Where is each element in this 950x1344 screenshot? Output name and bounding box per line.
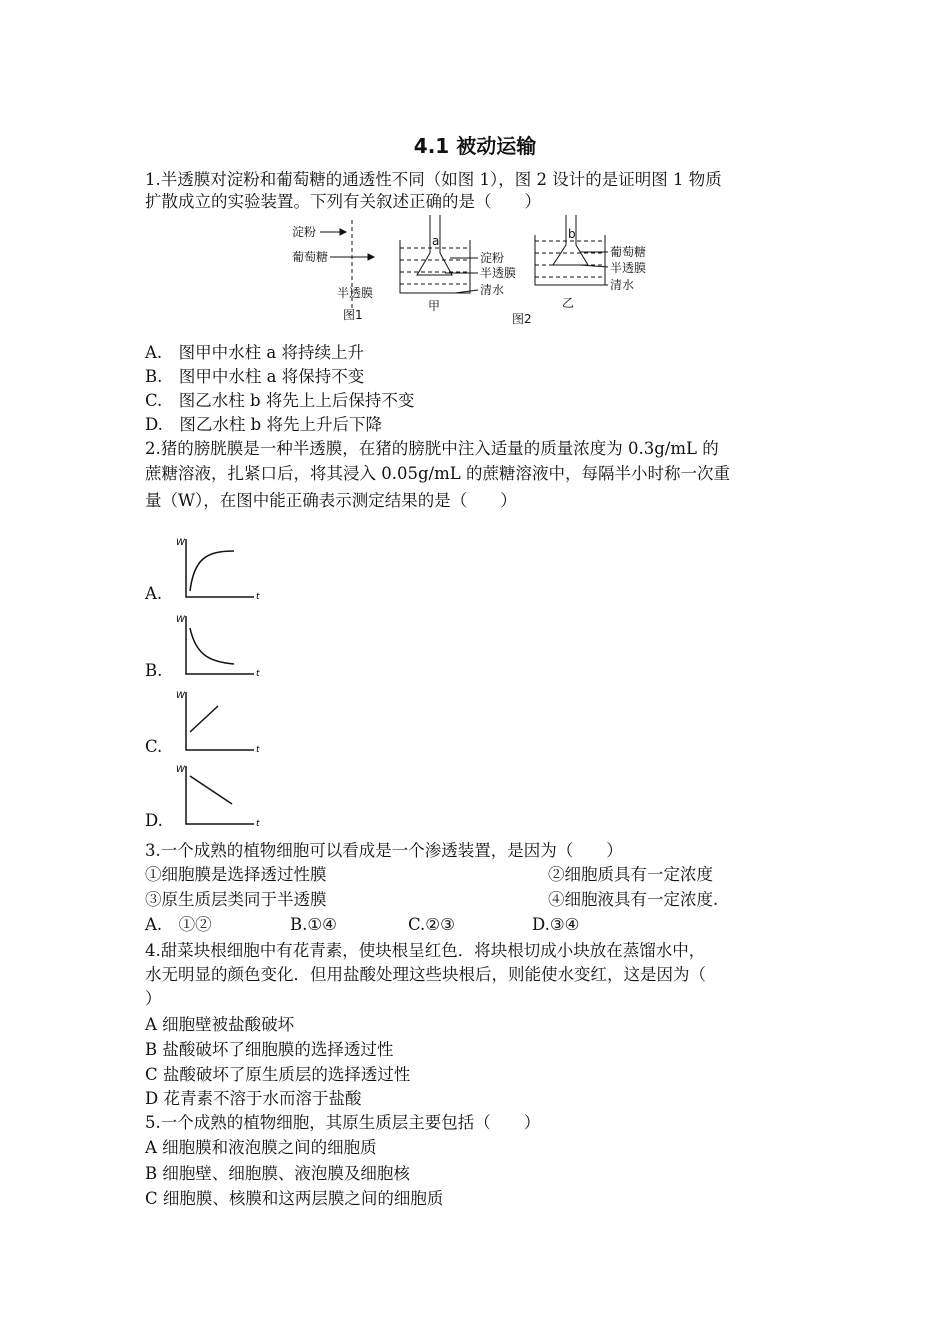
graph-x-label: t bbox=[256, 592, 260, 602]
graph-curve bbox=[190, 628, 234, 664]
yi-caption: 乙 bbox=[562, 296, 575, 310]
q3-item: ④细胞液具有一定浓度. bbox=[548, 890, 719, 909]
q2-graph bbox=[176, 688, 266, 756]
fig1-label: 葡萄糖 bbox=[292, 250, 329, 264]
q2-option-label: C. bbox=[145, 737, 163, 756]
q2-line: 量（W），在图中能正确表示测定结果的是（ ） bbox=[145, 491, 517, 510]
jia-label: 淀粉 bbox=[480, 251, 505, 265]
q3-option-a: A. ①② bbox=[145, 915, 212, 934]
q3-item: ②细胞质具有一定浓度 bbox=[548, 865, 713, 884]
beaker-yi bbox=[535, 215, 608, 285]
graph-y-label: W bbox=[176, 538, 185, 548]
jia-caption: 甲 bbox=[428, 299, 441, 313]
q2-line: 蔗糖溶液，扎紧口后，将其浸入 0.05g/mL 的蔗糖溶液中，每隔半小时称一次重 bbox=[145, 464, 730, 483]
beaker-jia bbox=[400, 215, 478, 293]
q5-option-b: B 细胞壁、细胞膜、液泡膜及细胞核 bbox=[145, 1164, 410, 1183]
graph-curve bbox=[190, 776, 232, 804]
fig2-caption: 图2 bbox=[512, 312, 532, 326]
q1-figure bbox=[290, 215, 670, 335]
jia-label-a: a bbox=[432, 234, 440, 248]
q4-line: 水无明显的颜色变化．但用盐酸处理这些块根后，则能使水变红，这是因为（ bbox=[145, 965, 706, 984]
q5-stem: 5.一个成熟的植物细胞，其原生质层主要包括（ ） bbox=[145, 1113, 541, 1132]
q3-option-d: D.③④ bbox=[532, 915, 580, 934]
yi-label: 半透膜 bbox=[610, 261, 647, 275]
q3-option-c: C.②③ bbox=[408, 915, 455, 934]
q5-option-c: C 细胞膜、核膜和这两层膜之间的细胞质 bbox=[145, 1189, 444, 1208]
q5-option-a: A 细胞膜和液泡膜之间的细胞质 bbox=[145, 1138, 377, 1157]
fig1-label: 淀粉 bbox=[292, 225, 317, 239]
q1-option-b: B. 图甲中水柱 a 将保持不变 bbox=[145, 367, 365, 386]
q2-option-label: B. bbox=[145, 661, 163, 680]
fig1-caption: 图1 bbox=[343, 308, 363, 322]
q4-line: 4.甜菜块根细胞中有花青素，使块根呈红色．将块根切成小块放在蒸馏水中， bbox=[145, 941, 706, 960]
q2-option-label: D. bbox=[145, 811, 163, 830]
q2-option-label: A. bbox=[145, 584, 163, 603]
graph-x-label: t bbox=[256, 819, 260, 829]
graph-x-label: t bbox=[256, 669, 260, 679]
q4-option-b: B 盐酸破坏了细胞膜的选择透过性 bbox=[145, 1040, 394, 1059]
q2-graph bbox=[176, 535, 266, 603]
yi-label: 葡萄糖 bbox=[610, 245, 647, 259]
q2-line: 2.猪的膀胱膜是一种半透膜，在猪的膀胱中注入适量的质量浓度为 0.3g/mL 的 bbox=[145, 439, 719, 458]
q3-item: ③原生质层类同于半透膜 bbox=[145, 890, 327, 909]
q1-line: 1.半透膜对淀粉和葡萄糖的通透性不同（如图 1），图 2 设计的是证明图 1 物质 bbox=[145, 170, 722, 189]
q1-option-d: D. 图乙水柱 b 将先上升后下降 bbox=[145, 415, 382, 434]
q1-line: 扩散成立的实验装置。下列有关叙述正确的是（ ） bbox=[145, 192, 541, 211]
q1-option-a: A. 图甲中水柱 a 将持续上升 bbox=[145, 343, 364, 362]
q4-option-c: C 盐酸破坏了原生质层的选择透过性 bbox=[145, 1065, 411, 1084]
q2-graph bbox=[176, 612, 266, 680]
q4-line: ） bbox=[145, 989, 162, 1008]
jia-label: 清水 bbox=[480, 283, 505, 297]
q4-option-a: A 细胞壁被盐酸破坏 bbox=[145, 1015, 295, 1034]
yi-label: 清水 bbox=[610, 278, 635, 292]
q3-option-b: B.①④ bbox=[290, 915, 337, 934]
graph-y-label: W bbox=[176, 615, 185, 625]
graph-y-label: W bbox=[176, 765, 185, 775]
graph-x-label: t bbox=[256, 745, 260, 755]
q1-option-c: C. 图乙水柱 b 将先上上后保持不变 bbox=[145, 391, 415, 410]
q2-graph bbox=[176, 762, 266, 830]
graph-curve bbox=[190, 706, 218, 732]
page-title: 4.1 被动运输 bbox=[413, 134, 537, 158]
graph-axes bbox=[186, 766, 254, 824]
q3-item: ①细胞膜是选择透过性膜 bbox=[145, 865, 327, 884]
yi-label-b: b bbox=[568, 227, 576, 241]
q3-stem: 3.一个成熟的植物细胞可以看成是一个渗透装置，是因为（ ） bbox=[145, 841, 623, 860]
graph-axes bbox=[186, 692, 254, 750]
jia-label: 半透膜 bbox=[480, 266, 517, 280]
fig1-label: 半透膜 bbox=[337, 286, 374, 300]
graph-curve bbox=[190, 551, 234, 591]
graph-y-label: W bbox=[176, 691, 185, 701]
q4-option-d: D 花青素不溶于水而溶于盐酸 bbox=[145, 1089, 362, 1108]
